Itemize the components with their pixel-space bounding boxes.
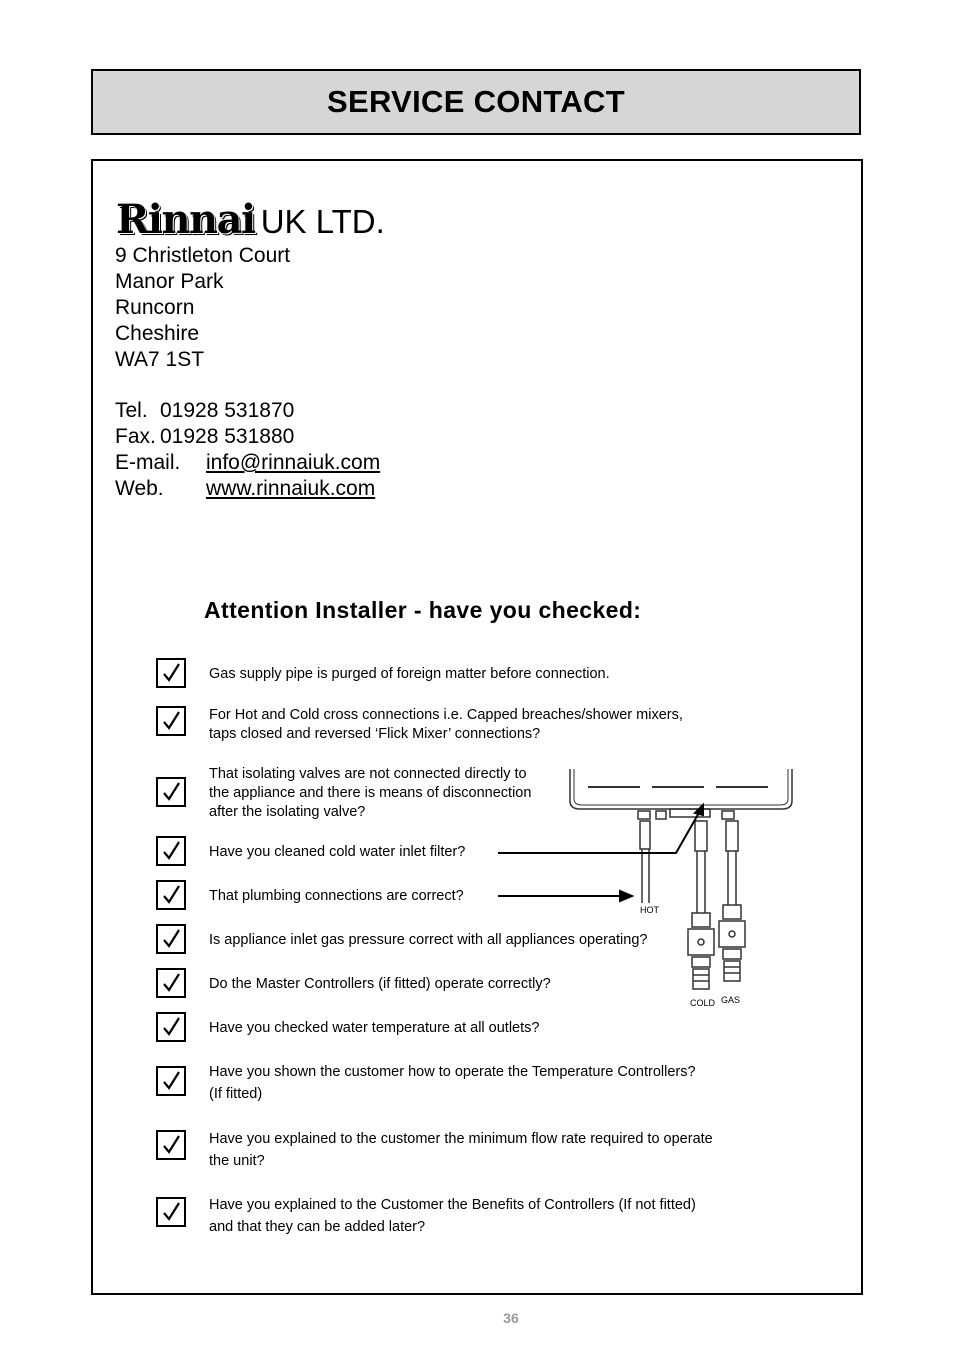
gas-connector [726, 821, 738, 851]
checklist-item [209, 765, 531, 822]
cold-label: COLD [690, 998, 716, 1008]
checklist-title: Attention Installer - have you checked: [204, 597, 642, 623]
checklist-item-line: (If fitted) [209, 1086, 263, 1102]
address-line: Cheshire [115, 322, 200, 345]
hot-connector [640, 821, 650, 849]
checklist-item-line: Have you cleaned cold water inlet filter? [209, 844, 466, 860]
checklist-item-line: Is appliance inlet gas pressure correct with all appliances operating? [209, 932, 648, 948]
address-line: Runcorn [115, 296, 195, 319]
checkbox [156, 1197, 186, 1227]
checklist-item-line: the unit? [209, 1153, 265, 1169]
contact-phone [115, 398, 380, 424]
address-line: Manor Park [115, 270, 224, 293]
contact-fax [115, 424, 380, 450]
checklist-item-line: That plumbing connections are correct? [209, 888, 464, 904]
checkmark-icon [161, 972, 183, 994]
company-address [115, 243, 290, 373]
checklist-item-line: taps closed and reversed ‘Flick Mixer’ connections? [209, 726, 541, 742]
checkbox [156, 1130, 186, 1160]
checklist-item-line: the appliance and there is means of disconnection [209, 785, 532, 801]
checklist-item [209, 706, 683, 744]
checkmark-icon [161, 781, 183, 803]
gas-valve [719, 921, 745, 947]
page-number: 36 [503, 1310, 519, 1326]
contact-web [115, 476, 380, 502]
checklist-item-line: Have you explained to the customer the minimum flow rate required to operate [209, 1131, 713, 1147]
checklist-item [209, 887, 464, 906]
company-brand [116, 196, 385, 243]
checklist-item-line: after the isolating valve? [209, 804, 366, 820]
checklist-item-line: Have you explained to the Customer the Benefits of Controllers (If not fitted) [209, 1197, 696, 1213]
gas-label: GAS [721, 995, 741, 1005]
checklist-item [209, 1019, 539, 1038]
email-link[interactable]: info@rinnaiuk.com [206, 451, 381, 474]
hot-label: HOT [640, 905, 659, 915]
checklist-item-line: Do the Master Controllers (if fitted) operate correctly? [209, 976, 551, 992]
rinnai-logo: Rinnai [116, 196, 255, 243]
cold-connector [695, 821, 707, 851]
checklist-item-line: Have you checked water temperature at all outlets? [209, 1020, 540, 1036]
checkmark-icon [161, 884, 183, 906]
company-name-suffix: UK LTD. [260, 203, 385, 240]
connections-diagram [490, 765, 800, 1015]
checkbox [156, 777, 186, 807]
checkbox [156, 924, 186, 954]
checkmark-icon [161, 1134, 183, 1156]
checkbox [156, 880, 186, 910]
checkmark-icon [161, 1201, 183, 1223]
contact-label: Tel. [115, 399, 148, 422]
checkbox [156, 1012, 186, 1042]
checklist-item-line: Gas supply pipe is purged of foreign matter before connection. [209, 666, 610, 682]
checkmark-icon [161, 840, 183, 862]
checkmark-icon [161, 1070, 183, 1092]
contact-label: Fax. [115, 425, 156, 448]
contact-label: Web. [115, 477, 164, 500]
checklist-item [209, 1194, 696, 1238]
website-link[interactable]: www.rinnaiuk.com [206, 477, 376, 500]
address-line: WA7 1ST [115, 348, 205, 371]
checklist-item [209, 1128, 713, 1172]
contact-details [115, 398, 380, 502]
checkmark-icon [161, 710, 183, 732]
page-header [91, 69, 861, 135]
checkbox [156, 836, 186, 866]
checklist-item-line: Have you shown the customer how to operate the Temperature Controllers? [209, 1064, 696, 1080]
page-title: SERVICE CONTACT [327, 84, 625, 119]
checkmark-icon [161, 928, 183, 950]
checkbox [156, 1066, 186, 1096]
checkbox [156, 658, 186, 688]
address-line: 9 Christleton Court [115, 244, 291, 267]
checklist-item-line: For Hot and Cold cross connections i.e. Capped breaches/shower mixers, [209, 707, 683, 723]
checklist-item-line: and that they can be added later? [209, 1219, 426, 1235]
checkbox [156, 706, 186, 736]
cold-valve [688, 929, 714, 955]
checkmark-icon [161, 1016, 183, 1038]
checklist-item [209, 1061, 696, 1105]
contact-label: E-mail. [115, 451, 181, 474]
appliance-outline [570, 769, 792, 809]
checklist-item-line: That isolating valves are not connected directly to [209, 766, 527, 782]
checkbox [156, 968, 186, 998]
phone-number: 01928 531870 [160, 399, 295, 422]
checkmark-icon [161, 662, 183, 684]
contact-email [115, 450, 380, 476]
fax-number: 01928 531880 [160, 425, 295, 448]
checklist-item [209, 665, 610, 684]
checklist-item [209, 843, 465, 862]
